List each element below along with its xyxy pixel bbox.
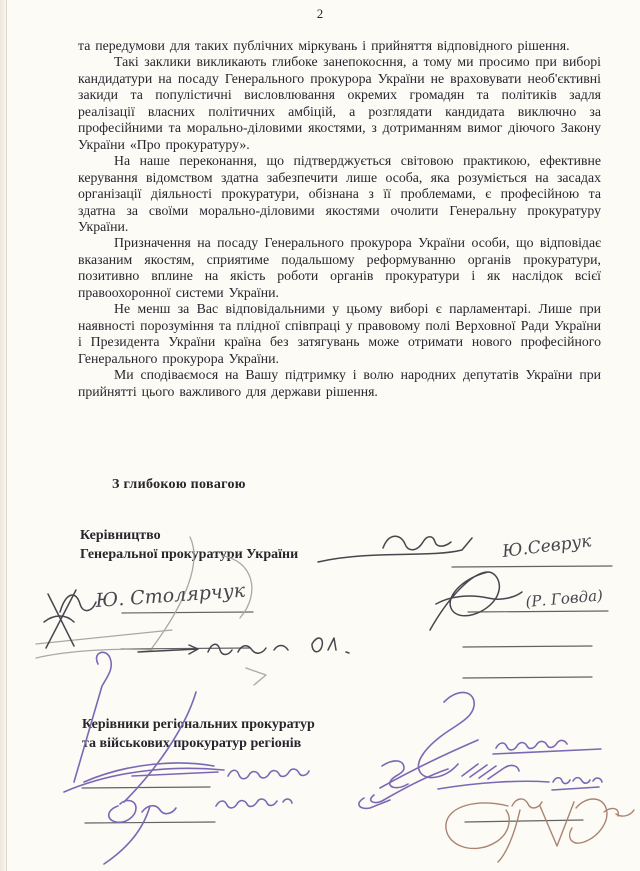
handwritten-names xyxy=(94,531,604,612)
signature-stroke xyxy=(216,799,292,808)
signature-stroke xyxy=(552,787,599,790)
closing-salutation: З глибокою повагою xyxy=(112,477,246,492)
signature-stroke xyxy=(359,761,408,808)
signature-regional-right-2 xyxy=(359,761,602,808)
sepia-ink-signature xyxy=(446,799,634,862)
signature-stroke xyxy=(109,801,176,823)
signature-hovda-stroke xyxy=(430,572,522,630)
signature-line xyxy=(463,677,592,678)
signature-sevruk-stroke xyxy=(318,536,472,562)
signature-regional-left-2 xyxy=(104,799,292,864)
signature-name-stolyarchuk: Ю. Столярчук xyxy=(94,579,246,612)
body-paragraph: Ми сподіваємося на Вашу підтримку і волю народних депутатів України при прийнятті цього важливого для держави рішення. xyxy=(78,367,601,399)
signature-stroke xyxy=(438,781,549,789)
signature-stroke xyxy=(446,803,509,849)
signature-line xyxy=(452,566,612,567)
signature-stroke xyxy=(570,799,607,843)
signature-stroke xyxy=(462,764,519,779)
signature-stroke xyxy=(496,740,567,749)
purple-ink-signatures xyxy=(64,652,602,864)
body-paragraph: Такі заклики викликають глибоке занепокосння, а тому ми просимо при виборі кандидатури на посаду Генерального прокурора України не враховувати необ'єктивні закиди та популістичні висловлювання окремих громадян та політиків задля реалізації власних політичних амбіцій, а розглядати кандидата виключно за професійними та морально-діловими якостями, з дотриманням вимог діючого Закону України «Про прокуратуру». xyxy=(78,54,601,152)
body-paragraph: Призначення на посаду Генерального прокурора України особи, що відповідає вказаним якостям, сприятиме подальшому реформуванню органів прокуратури, позитивно вплине на якість роботи органів прокуратури і як наслідок всієї правоохоронної системи України. xyxy=(78,235,601,300)
signature-stroke xyxy=(318,538,472,562)
signature-line xyxy=(82,787,210,788)
signature-line xyxy=(465,820,583,822)
signature-stroke xyxy=(124,692,196,802)
signature-stroke xyxy=(604,809,634,817)
page-number: 2 xyxy=(316,6,324,21)
signature-line xyxy=(468,611,608,612)
signature-line xyxy=(85,822,215,823)
signature-stroke xyxy=(208,644,288,654)
signature-stroke xyxy=(540,802,574,846)
signature-stroke xyxy=(312,638,336,652)
pencil-stroke xyxy=(36,649,152,658)
signature-stroke xyxy=(74,652,111,782)
signature-stroke xyxy=(104,806,150,864)
body-paragraph: та передумови для таких публічних міркувань і прийняття відповідного рішення. xyxy=(78,38,570,53)
pencil-stroke xyxy=(246,668,266,685)
body-paragraph: На наше переконання, що підтверджується світовою практикою, ефективне керування відомством здатна забезпечити лише особа, яка розуміється на засадах організації діяльності прокуратури, обізнана з її проблемами, є професійною та здатна за своїми морально-діловими якостями очолити Генеральну прокуратуру України. xyxy=(78,153,601,234)
pencil-scribbles xyxy=(36,537,266,685)
regional-label-line2: та військових прокуратур регіонів xyxy=(82,735,302,751)
signature-regional-left-1 xyxy=(64,652,309,802)
regional-label-line1: Керівники регіональних прокуратур xyxy=(82,717,315,732)
signature-stroke xyxy=(228,769,309,779)
signature-stroke xyxy=(418,692,474,777)
signature-stolyarchuk-stroke xyxy=(44,590,96,648)
signature-stroke xyxy=(346,652,349,653)
leadership-label-line2: Генеральної прокуратури України xyxy=(80,546,299,562)
signature-name-hovda: (Р. Говда) xyxy=(524,586,604,611)
signature-line xyxy=(463,646,592,647)
signature-stroke xyxy=(132,772,218,776)
signature-line xyxy=(122,612,253,613)
signature-stroke xyxy=(553,778,602,784)
signature-name-sevruk: Ю.Севрук xyxy=(501,531,593,562)
leadership-label-line1: Керівництво xyxy=(80,528,161,543)
pencil-stroke xyxy=(36,630,172,644)
signature-stroke xyxy=(383,536,451,550)
handwritten-note-stroke xyxy=(138,638,349,655)
body-paragraph: Не менш за Вас відповідальними у цьому виборі є парламентарі. Лише при наявності порозуміння та плідної співпраці у правовому полі Верховної Ради України і Президента України країна без затягувань може отримати нового професійного Генерального прокурора України. xyxy=(78,301,601,366)
signature-stroke xyxy=(512,799,542,808)
